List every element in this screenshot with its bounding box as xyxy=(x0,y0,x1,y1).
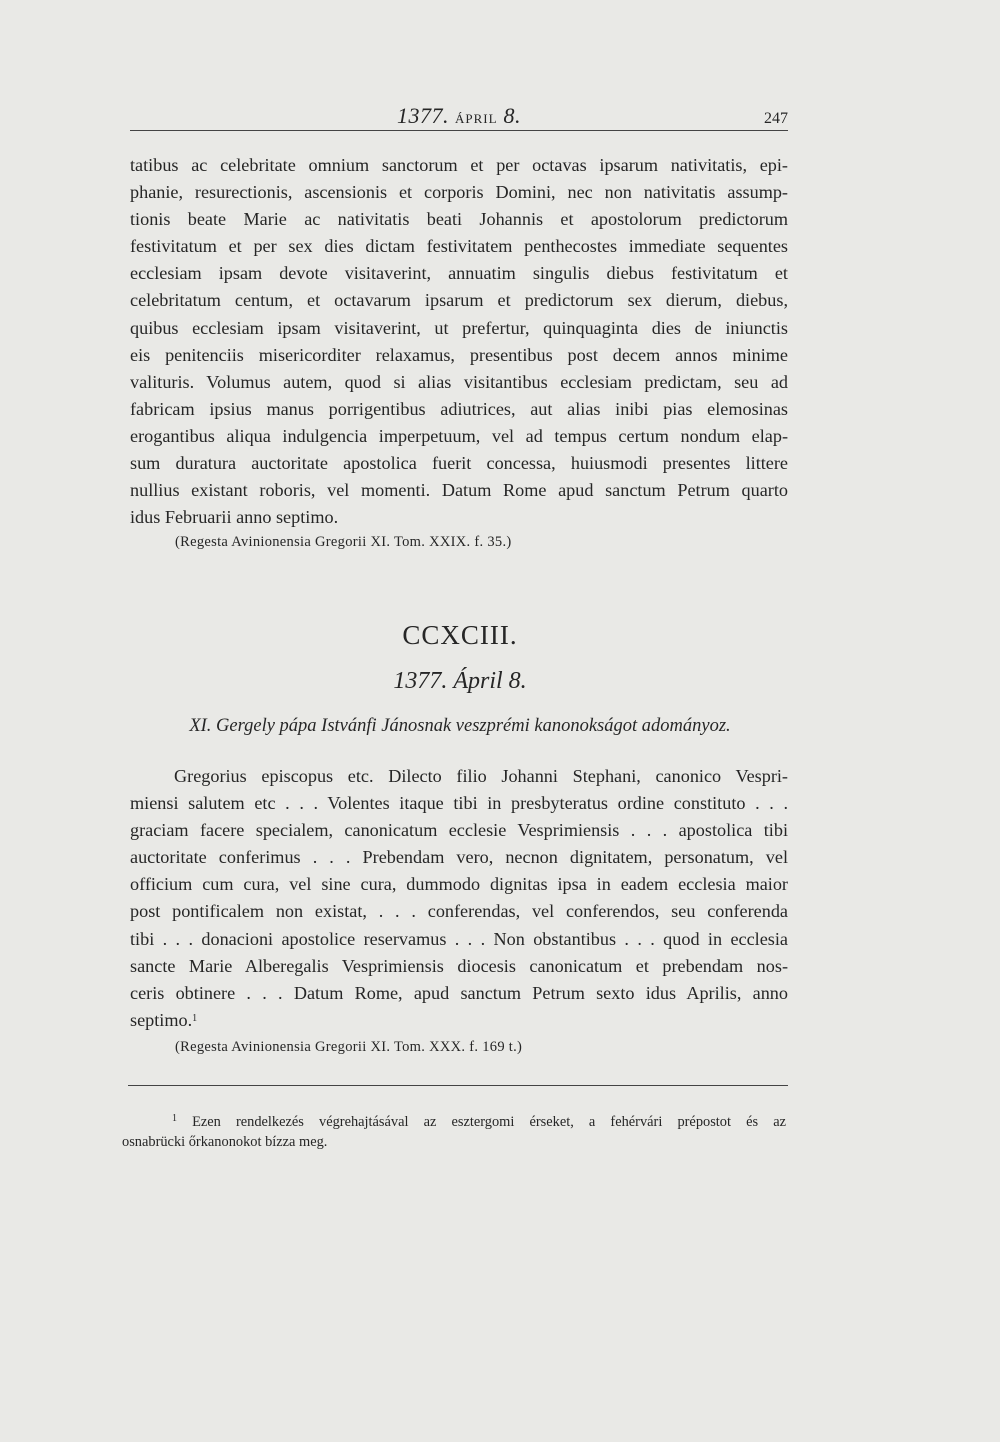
text-line: ceris obtinere . . . Datum Rome, apud sanctum Petrum sexto idus Aprilis, anno xyxy=(130,982,788,1003)
text-line: ecclesiam ipsam devote visitaverint, annuatim singulis diebus festivitatum et xyxy=(130,263,788,284)
document-text xyxy=(130,763,788,1034)
continuation-text xyxy=(130,152,788,531)
footnote-marker: 1 xyxy=(172,1113,177,1124)
footnote-line: osnabrücki őrkanonokot bízza meg. xyxy=(122,1134,328,1150)
text-line: Gregorius episcopus etc. Dilecto filio Johanni Stephani, canonico Vespri- xyxy=(174,766,788,786)
source-citation: (Regesta Avinionensia Gregorii XI. Tom. XXIX. f. 35.) xyxy=(175,534,512,550)
header-day: 8. xyxy=(503,103,522,128)
text-line: phanie, resurectionis, ascensionis et corporis Domini, nec non nativitatis assump- xyxy=(130,182,788,203)
text-line: erogantibus aliqua indulgencia imperpetuum, vel ad tempus certum nondum elap- xyxy=(130,425,788,446)
text-line: tibi . . . donacioni apostolice reservamus . . . Non obstantibus . . . quod in ecclesia xyxy=(130,928,788,949)
footnote-line-content: Ezen rendelkezés végrehajtásával az esztergomi érseket, a fehérvári prépostot és az xyxy=(192,1114,786,1130)
text-line: festivitatum et per sex dies dictam festivitatem penthecostes immediate sequentes xyxy=(130,236,788,257)
footnote xyxy=(122,1112,786,1152)
running-header xyxy=(130,100,788,131)
text-line: nullius existant roboris, vel momenti. Datum Rome apud sanctum Petrum quarto xyxy=(130,480,788,501)
text-line xyxy=(130,1007,788,1034)
text-line: idus Februarii anno septimo. xyxy=(130,507,339,528)
text-line-content: septimo. xyxy=(130,1009,193,1030)
footnote-divider xyxy=(128,1085,788,1086)
text-line: miensi salutem etc . . . Volentes itaque tibi in presbyteratus ordine constituto . . . xyxy=(130,793,788,814)
document-date: 1377. Ápril 8. xyxy=(393,668,527,694)
text-line: fabricam ipsius manus porrigentibus adiutrices, aut alias inibi pias elemosinas xyxy=(130,398,788,419)
text-line: valituris. Volumus autem, quod si alias visitantibus ecclesiam predictam, seu ad xyxy=(130,371,788,392)
source-citation: (Regesta Avinionensia Gregorii XI. Tom. XXX. f. 169 t.) xyxy=(175,1039,523,1055)
header-date xyxy=(130,103,788,129)
text-line: tatibus ac celebritate omnium sanctorum et per octavas ipsarum nativitatis, epi- xyxy=(130,155,788,175)
footnote-reference: 1 xyxy=(192,1012,198,1024)
document-number: CCXCIII. xyxy=(402,620,518,650)
text-line: quibus ecclesiam ipsam visitaverint, ut prefertur, quinquaginta dies de iniunctis xyxy=(130,317,788,338)
text-line: sancte Marie Alberegalis Vesprimiensis diocesis canonicatum et prebendam nos- xyxy=(130,955,788,976)
page-number: 247 xyxy=(764,110,788,127)
text-line: graciam facere specialem, canonicatum ecclesie Vesprimiensis . . . apostolica tibi xyxy=(130,820,788,841)
text-line: eis penitenciis misericorditer relaxamus, presentibus post decem annos minime xyxy=(130,344,788,365)
text-line: post pontificalem non existat, . . . conferendas, vel conferendos, seu conferenda xyxy=(130,901,788,922)
text-line: auctoritate conferimus . . . Prebendam vero, necnon dignitatem, personatum, vel xyxy=(130,847,788,868)
document-title: XI. Gergely pápa Istvánfi Jánosnak veszprémi kanonokságot adományoz. xyxy=(189,716,731,736)
header-month: ÁPRIL xyxy=(454,111,498,126)
footnote-line xyxy=(122,1112,786,1132)
header-year: 1377. xyxy=(396,103,449,128)
text-line: officium cum cura, vel sine cura, dummodo dignitas ipsa in eadem ecclesia maior xyxy=(130,874,788,895)
text-line: tionis beate Marie ac nativitatis beati Johannis et apostolorum predictorum xyxy=(130,209,788,230)
text-line: sum duratura auctoritate apostolica fuerit concessa, huiusmodi presentes littere xyxy=(130,453,788,474)
text-line: celebritatum centum, et octavarum ipsarum et predictorum sex dierum, diebus, xyxy=(130,290,788,311)
